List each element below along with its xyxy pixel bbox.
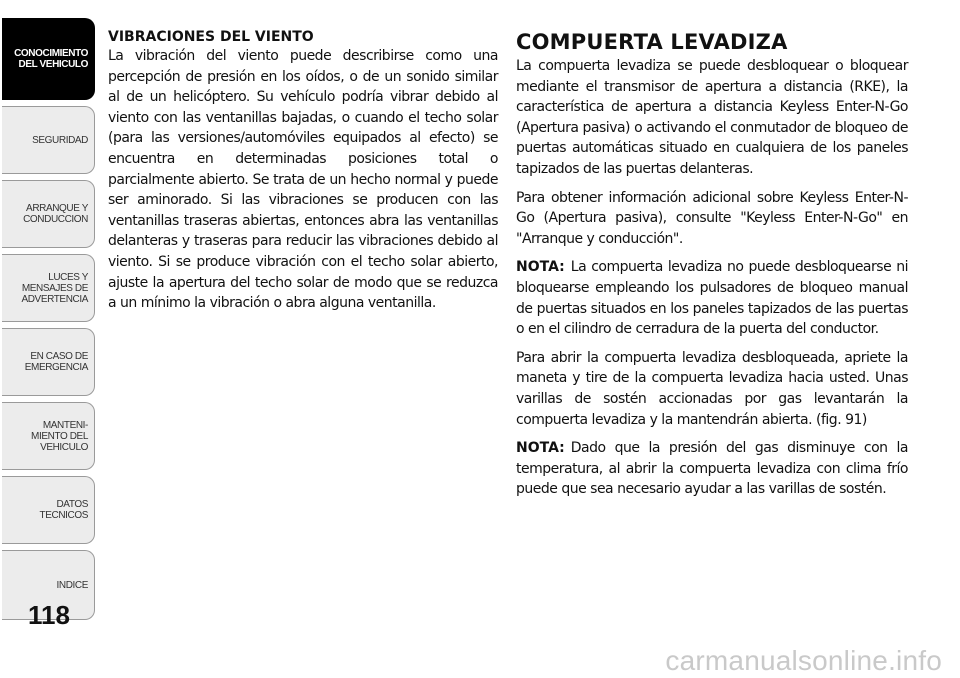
body-paragraph: Para obtener información adicional sobre Keyless Enter-N-Go (Apertura pasiva), consulte "Keyless Enter-N-Go" en "Arranque y conducción".	[516, 189, 908, 247]
chapter-tabs	[0, 0, 100, 640]
note-label: NOTA:	[516, 259, 565, 276]
tab-arranque-y-conduccion[interactable]	[2, 180, 95, 248]
note-text: La compuerta levadiza no puede desbloquearse ni bloquearse empleando los pulsadores de bloqueo manual de puertas situados en los paneles tapizados de las puertas o en el cilindro de cerradura de la puerta del conductor.	[516, 259, 908, 338]
tab-conocimiento-del-vehiculo[interactable]	[2, 18, 95, 100]
tab-luces-y-mensajes[interactable]	[2, 254, 95, 322]
tab-en-caso-de-emergencia[interactable]	[2, 328, 95, 396]
watermark: carmanualsonline.info	[665, 645, 942, 676]
tab-datos-tecnicos[interactable]	[2, 476, 95, 544]
note-text: Dado que la presión del gas disminuye con la temperatura, al abrir la compuerta levadiza con clima frío puede que sea necesario ayudar a las varillas de sostén.	[516, 440, 908, 498]
note-paragraph	[516, 257, 908, 339]
section-title: COMPUERTA LEVADIZA	[516, 30, 788, 54]
body-paragraph: La vibración del viento puede describirse como una percepción de presión en los oídos, o de un sonido similar al de un helicóptero. Su vehículo podría vibrar debido al viento con las ventanillas bajadas, o cuando el techo solar (para las versiones/automóviles equipados al efecto) se encuentra en determinadas posiciones total o parcialmente abierto. Se trata de un hecho normal y puede ser aminorado. Si las vibraciones se producen con las ventanillas traseras abiertas, entonces abra las ventanillas delanteras y traseras para reducir las vibraciones debido al viento. Si se produce vibración con el techo solar abierto, ajuste la apertura del techo solar de modo que se reduzca a un mínimo la vibración o abra alguna ventanilla.	[108, 48, 498, 312]
note-paragraph	[516, 438, 908, 500]
tab-label: SEGURIDAD	[32, 134, 88, 146]
tab-label: CONOCIMIENTO DEL VEHICULO	[14, 48, 88, 70]
tab-label: INDICE	[56, 579, 88, 591]
tab-label: LUCES Y MENSAJES DE ADVERTENCIA	[21, 271, 88, 305]
tab-label: ARRANQUE Y CONDUCCION	[23, 203, 88, 225]
note-label: NOTA:	[516, 440, 565, 457]
tab-label: MANTENI- MIENTO DEL VEHICULO	[31, 419, 88, 453]
tab-seguridad[interactable]	[2, 106, 95, 174]
tab-mantenimiento[interactable]	[2, 402, 95, 470]
body-paragraph: Para abrir la compuerta levadiza desbloqueada, apriete la maneta y tire de la compuerta levadiza hacia usted. Unas varillas de sostén accionadas por gas levantarán la compuerta levadiza y la mantendrán abierta. (fig. 91)	[516, 349, 908, 428]
right-column	[516, 30, 908, 508]
tab-label: DATOS TECNICOS	[39, 499, 88, 521]
left-column	[108, 28, 498, 322]
page-number: 118	[28, 600, 70, 630]
body-paragraph: La compuerta levadiza se puede desbloquear o bloquear mediante el transmisor de apertura a distancia (RKE), la característica de apertura a distancia Keyless Enter-N-Go (Apertura pasiva) o activando el conmutador de bloqueo de puertas automáticas situado en cualquiera de los paneles tapizados de las puertas delanteras.	[516, 58, 908, 177]
tab-label: EN CASO DE EMERGENCIA	[24, 351, 88, 373]
section-subtitle: VIBRACIONES DEL VIENTO	[108, 29, 314, 45]
